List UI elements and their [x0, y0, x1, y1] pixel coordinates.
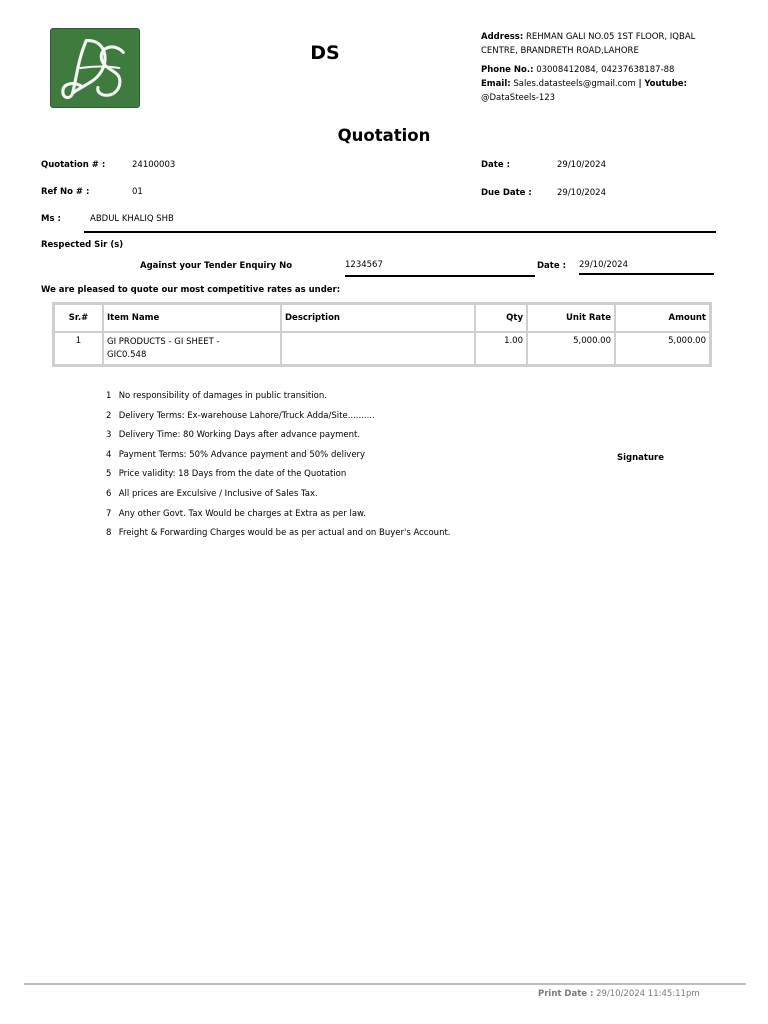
header-amount: Amount: [615, 304, 710, 332]
email-line: [481, 77, 731, 91]
header-sr: Sr.#: [54, 304, 103, 332]
ms-underline: [84, 231, 716, 233]
quotation-no-value: 24100003: [132, 160, 176, 170]
tender-date-value: 29/10/2024: [579, 260, 628, 270]
address-line1: REHMAN GALI NO.05 1ST FLOOR, IQBAL: [525, 32, 696, 42]
ds-monogram-icon: [51, 29, 139, 107]
quotation-no-label: Quotation # :: [41, 160, 106, 170]
phone-line: [481, 63, 731, 77]
list-item: 8 Freight & Forwarding Charges would be as per actual and on Buyer's Account.: [106, 528, 451, 539]
salutation: Respected Sir (s): [41, 240, 124, 250]
terms-list: [106, 389, 526, 546]
due-date-value: 29/10/2024: [557, 188, 606, 198]
phone-value: 03008412084, 04237638187-88: [536, 65, 675, 75]
ref-no-label: Ref No # :: [41, 187, 90, 197]
row-qty: 1.00: [475, 332, 527, 365]
tender-value: 1234567: [345, 260, 383, 270]
header-qty: Qty: [475, 304, 527, 332]
list-item: 4 Payment Terms: 50% Advance payment and 50% delivery: [106, 449, 366, 460]
separator: |: [638, 79, 642, 89]
header-description: Description: [281, 304, 475, 332]
list-item: 7 Any other Govt. Tax Would be charges at Extra as per law.: [106, 508, 366, 519]
table-row: [54, 332, 710, 365]
phone-label: Phone No.:: [481, 65, 534, 75]
list-item: 6 All prices are Exculsive / Inclusive of Sales Tax.: [106, 488, 318, 499]
company-name: DS: [310, 42, 340, 64]
tender-date-underline: [579, 273, 714, 275]
email-value: Sales.datasteels@gmail.com: [513, 79, 636, 89]
ms-value: ABDUL KHALIQ SHB: [90, 214, 174, 224]
list-item: 2 Delivery Terms: Ex-warehouse Lahore/Truck Adda/Site..........: [106, 410, 375, 421]
due-date-label: Due Date :: [481, 188, 532, 198]
print-date: [538, 989, 700, 999]
tender-label: Against your Tender Enquiry No: [140, 261, 293, 271]
signature-label: Signature: [617, 453, 664, 463]
ref-no-value: 01: [132, 187, 143, 197]
company-logo: [50, 28, 140, 108]
address-line: [481, 30, 731, 44]
row-item-line1: GI PRODUCTS - GI SHEET -: [107, 337, 220, 347]
row-item-line2: GIC0.548: [107, 350, 147, 360]
address-label: Address:: [481, 32, 524, 42]
header-unit-rate: Unit Rate: [527, 304, 615, 332]
document-title: Quotation: [337, 126, 431, 145]
company-contact: [481, 30, 731, 105]
row-amount: 5,000.00: [615, 332, 710, 365]
address-line2: CENTRE, BRANDRETH ROAD,LAHORE: [481, 46, 639, 56]
date-label: Date :: [481, 160, 510, 170]
print-date-value: 29/10/2024 11:45:11pm: [596, 989, 700, 999]
youtube-value: @DataSteels-123: [481, 93, 556, 103]
youtube-label: Youtube:: [644, 79, 687, 89]
email-label: Email:: [481, 79, 511, 89]
row-unit-rate: 5,000.00: [527, 332, 615, 365]
date-value: 29/10/2024: [557, 160, 606, 170]
print-date-label: Print Date :: [538, 989, 594, 999]
list-item: 5 Price validity: 18 Days from the date of the Quotation: [106, 469, 347, 480]
ms-label: Ms :: [41, 214, 61, 224]
tender-underline: [345, 275, 535, 277]
footer-divider: [24, 983, 746, 985]
header-item-name: Item Name: [103, 304, 281, 332]
row-description: [281, 332, 475, 365]
list-item: 1 No responsibility of damages in public transition.: [106, 391, 327, 401]
list-item: 3 Delivery Time: 80 Working Days after advance payment.: [106, 430, 361, 441]
intro-text: We are pleased to quote our most competitive rates as under:: [41, 285, 341, 295]
row-sr: 1: [54, 332, 103, 365]
tender-date-label: Date :: [537, 261, 566, 271]
row-item-name: [103, 332, 281, 365]
table-header-row: [54, 304, 710, 332]
items-table: [52, 302, 712, 367]
